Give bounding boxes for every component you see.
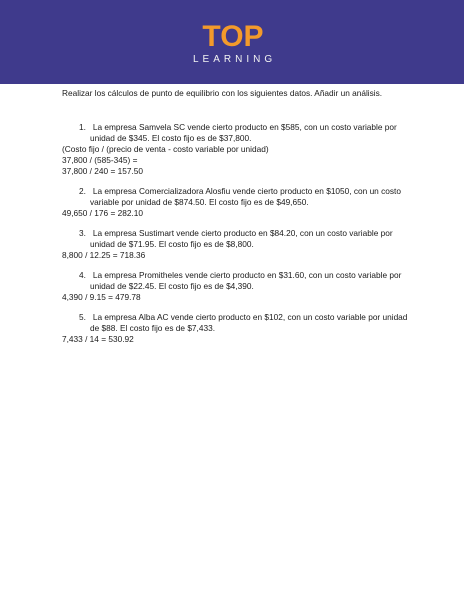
exercise-text: La empresa Promitheles vende cierto producto en $31.60, con un costo variable por unidad de $22.45. El costo fijo es de $4,390.: [90, 270, 402, 291]
logo: [193, 20, 277, 66]
exercise-text: La empresa Alba AC vende cierto producto en $102, con un costo variable por unidad de $88. El costo fijo es de $7,433.: [90, 312, 408, 333]
exercise-text: La empresa Comercializadora Alosfiu vende cierto producto en $1050, con un costo variable por unidad de $874.50. El costo fijo es de $49,650.: [90, 186, 401, 207]
exercise-number: 4.: [79, 270, 86, 280]
exercise-text: La empresa Sustimart vende cierto producto en $84.20, con un costo variable por unidad de $71.95. El costo fijo es de $8,800.: [90, 228, 393, 249]
logo-subtitle: LEARNING: [193, 54, 277, 65]
exercise-number: 1.: [79, 122, 86, 132]
header-banner: [0, 0, 464, 84]
exercise-number: 5.: [79, 312, 86, 322]
work-line: 7,433 / 14 = 530.92: [62, 334, 134, 344]
exercise-5: [62, 312, 412, 345]
work-line: 37,800 / 240 = 157.50: [62, 166, 143, 176]
intro-text: Realizar los cálculos de punto de equilibrio con los siguientes datos. Añadir un análisis.: [62, 88, 383, 98]
exercise-question: [62, 312, 412, 334]
exercise-question: [62, 270, 412, 292]
exercise-question: [62, 186, 412, 208]
exercise-text: La empresa Samvela SC vende cierto producto en $585, con un costo variable por unidad de $345. El costo fijo es de $37,800.: [90, 122, 397, 143]
exercise-question: [62, 228, 412, 250]
work-line: 8,800 / 12.25 = 718.36: [62, 250, 146, 260]
document-body: [62, 88, 412, 345]
exercise-3: [62, 228, 412, 261]
logo-wordmark: TOP: [202, 20, 264, 53]
exercise-number: 3.: [79, 228, 86, 238]
work-line: 49,650 / 176 = 282.10: [62, 208, 143, 218]
work-line: 4,390 / 9.15 = 479.78: [62, 292, 141, 302]
exercise-question: [62, 122, 412, 144]
exercise-4: [62, 270, 412, 303]
work-line: (Costo fijo / (precio de venta - costo variable por unidad): [62, 144, 269, 154]
exercise-1: [62, 122, 412, 177]
exercise-2: [62, 186, 412, 219]
work-line: 37,800 / (585-345) =: [62, 155, 138, 165]
exercise-number: 2.: [79, 186, 86, 196]
